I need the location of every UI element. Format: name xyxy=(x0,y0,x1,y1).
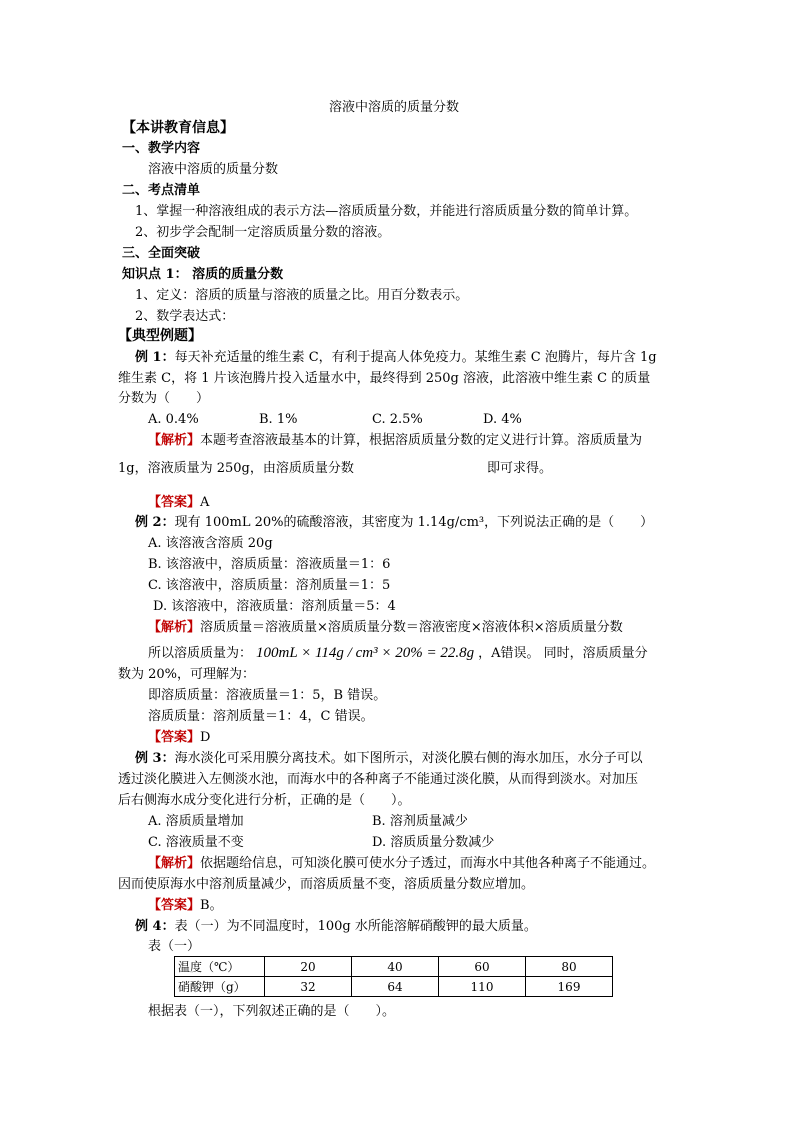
table-cell: 169 xyxy=(526,977,613,997)
ex1-q3: 分数为（ ） xyxy=(118,391,210,406)
ex1-label: 例 1： xyxy=(135,350,175,365)
s2-item1: 1、掌握一种溶液组成的表示方法—溶质质量分数，并能进行溶质质量分数的简单计算。 xyxy=(135,204,638,219)
table-cell: 40 xyxy=(352,957,439,977)
ex1-answer-line xyxy=(148,493,209,513)
ex4-table-caption: 表（一） xyxy=(148,939,201,954)
ex2-option-d: D. 该溶液中，溶液质量：溶剂质量＝5：4 xyxy=(153,599,396,614)
solubility-table xyxy=(174,956,613,997)
ex3-q3: 后右侧海水成分变化进行分析，正确的是（ ）。 xyxy=(118,793,411,808)
table-row xyxy=(175,977,613,997)
table-header-temperature: 温度（℃） xyxy=(175,957,265,977)
ex2-answer-tag: 【答案】 xyxy=(148,730,201,745)
ex3-option-b: B. 溶剂质量减少 xyxy=(372,814,468,829)
ex3-q-line1 xyxy=(135,749,643,769)
ex3-analysis-line1 xyxy=(148,854,655,874)
ex1-option-d: D. 4% xyxy=(483,412,522,427)
ex4-q-line xyxy=(135,917,537,937)
ex1-option-c: C. 2.5% xyxy=(372,412,423,427)
table-cell: 32 xyxy=(265,977,352,997)
ex1-q2: 维生素 C，将 1 片该泡腾片投入适量水中，最终得到 250g 溶液，此溶液中维生素 C 的质量 xyxy=(118,371,651,386)
s2-heading: 二、考点清单 xyxy=(122,183,201,198)
ex1-q1: 每天补充适量的维生素 C，有利于提高人体免疫力。某维生素 C 泡腾片，每片含 1g xyxy=(174,350,657,365)
ex1-a1: 本题考查溶液最基本的计算，根据溶质质量分数的定义进行计算。溶质质量为 xyxy=(200,433,643,448)
ex2-option-c: C. 该溶液中，溶质质量：溶剂质量＝1：5 xyxy=(148,578,391,593)
ex3-answer-line xyxy=(148,896,223,916)
ex1-a2b: 即可求得。 xyxy=(487,461,553,476)
ex2-answer-line xyxy=(148,728,210,748)
s1-heading: 一、教学内容 xyxy=(122,141,201,156)
table-cell: 20 xyxy=(265,957,352,977)
s2-item2: 2、初步学会配制一定溶质质量分数的溶液。 xyxy=(135,225,391,240)
table-cell: 64 xyxy=(352,977,439,997)
ex2-option-b: B. 该溶液中，溶质质量：溶液质量＝1：6 xyxy=(148,557,391,572)
table-cell: 60 xyxy=(439,957,526,977)
ex1-q-line1 xyxy=(135,348,657,368)
ex2-analysis-tag: 【解析】 xyxy=(148,620,201,635)
section-info-heading: 【本讲教育信息】 xyxy=(122,120,234,136)
s3-heading: 三、全面突破 xyxy=(122,246,201,261)
ex2-a4: 即溶质质量：溶液质量＝1：5，B 错误。 xyxy=(148,688,387,703)
s1-text: 溶液中溶质的质量分数 xyxy=(148,162,279,177)
kp1-expression: 2、数学表达式： xyxy=(135,309,235,324)
ex3-q2: 透过淡化膜进入左侧淡水池，而海水中的各种离子不能通过淡化膜，从而得到淡水。对加压 xyxy=(118,772,639,787)
ex3-answer: B。 xyxy=(200,898,223,913)
ex2-a2b: ，A错误。 同时，溶质质量分 xyxy=(478,646,648,661)
ex2-option-a: A. 该溶液含溶质 20g xyxy=(148,536,273,551)
ex1-option-a: A. 0.4% xyxy=(148,412,199,427)
ex3-answer-tag: 【答案】 xyxy=(148,898,201,913)
ex2-a1: 溶质质量＝溶液质量×溶质质量分数＝溶液密度×溶液体积×溶质质量分数 xyxy=(200,620,623,635)
ex3-option-a: A. 溶质质量增加 xyxy=(148,814,244,829)
examples-heading: 【典型例题】 xyxy=(118,328,202,344)
table-header-kno3: 硝酸钾（g） xyxy=(175,977,265,997)
ex3-option-c: C. 溶液质量不变 xyxy=(148,835,244,850)
ex4-q: 表（一）为不同温度时，100g 水所能溶解硝酸钾的最大质量。 xyxy=(174,919,537,934)
ex2-a2: 所以溶质质量为： xyxy=(148,646,253,661)
ex2-a2-line xyxy=(148,643,648,664)
ex1-analysis-line1 xyxy=(148,431,642,451)
table-cell: 110 xyxy=(439,977,526,997)
ex3-analysis-tag: 【解析】 xyxy=(148,856,201,871)
table-cell: 80 xyxy=(526,957,613,977)
ex2-q-line xyxy=(135,513,653,533)
ex2-analysis-line1 xyxy=(148,618,623,638)
ex2-a3: 数为 20%，可理解为： xyxy=(118,667,256,682)
ex3-a1: 依据题给信息，可知淡化膜可使水分子透过，而海水中其他各种离子不能通过。 xyxy=(200,856,656,871)
ex3-label: 例 3： xyxy=(135,751,175,766)
ex3-a2: 因而使原海水中溶剂质量减少，而溶质质量不变，溶质质量分数应增加。 xyxy=(118,877,535,892)
ex4-after: 根据表（一），下列叙述正确的是（ ）。 xyxy=(148,1004,396,1019)
ex2-equation: 100mL × 114g / cm³ × 20% = 22.8g xyxy=(256,645,475,661)
ex1-option-b: B. 1% xyxy=(259,412,298,427)
ex4-label: 例 4： xyxy=(135,919,175,934)
ex1-answer: A xyxy=(200,495,210,510)
kp1-definition: 1、定义：溶质的质量与溶液的质量之比。用百分数表示。 xyxy=(135,288,469,303)
ex2-label: 例 2： xyxy=(135,515,175,530)
ex2-a5: 溶质质量：溶剂质量＝1：4，C 错误。 xyxy=(148,709,374,724)
ex1-analysis-tag: 【解析】 xyxy=(148,433,201,448)
ex1-answer-tag: 【答案】 xyxy=(148,495,201,510)
ex3-option-d: D. 溶质质量分数减少 xyxy=(372,835,495,850)
ex3-q1: 海水淡化可采用膜分离技术。如下图所示，对淡化膜右侧的海水加压，水分子可以 xyxy=(174,751,643,766)
ex2-q: 现有 100mL 20%的硫酸溶液，其密度为 1.14g/cm³，下列说法正确的是（ ） xyxy=(174,515,654,530)
ex2-answer: D xyxy=(200,730,211,745)
page-title: 溶液中溶质的质量分数 xyxy=(329,100,460,115)
table-row xyxy=(175,957,613,977)
kp1-heading: 知识点 1： 溶质的质量分数 xyxy=(122,267,284,282)
ex1-a2: 1g，溶液质量为 250g，由溶质质量分数 xyxy=(118,461,354,476)
